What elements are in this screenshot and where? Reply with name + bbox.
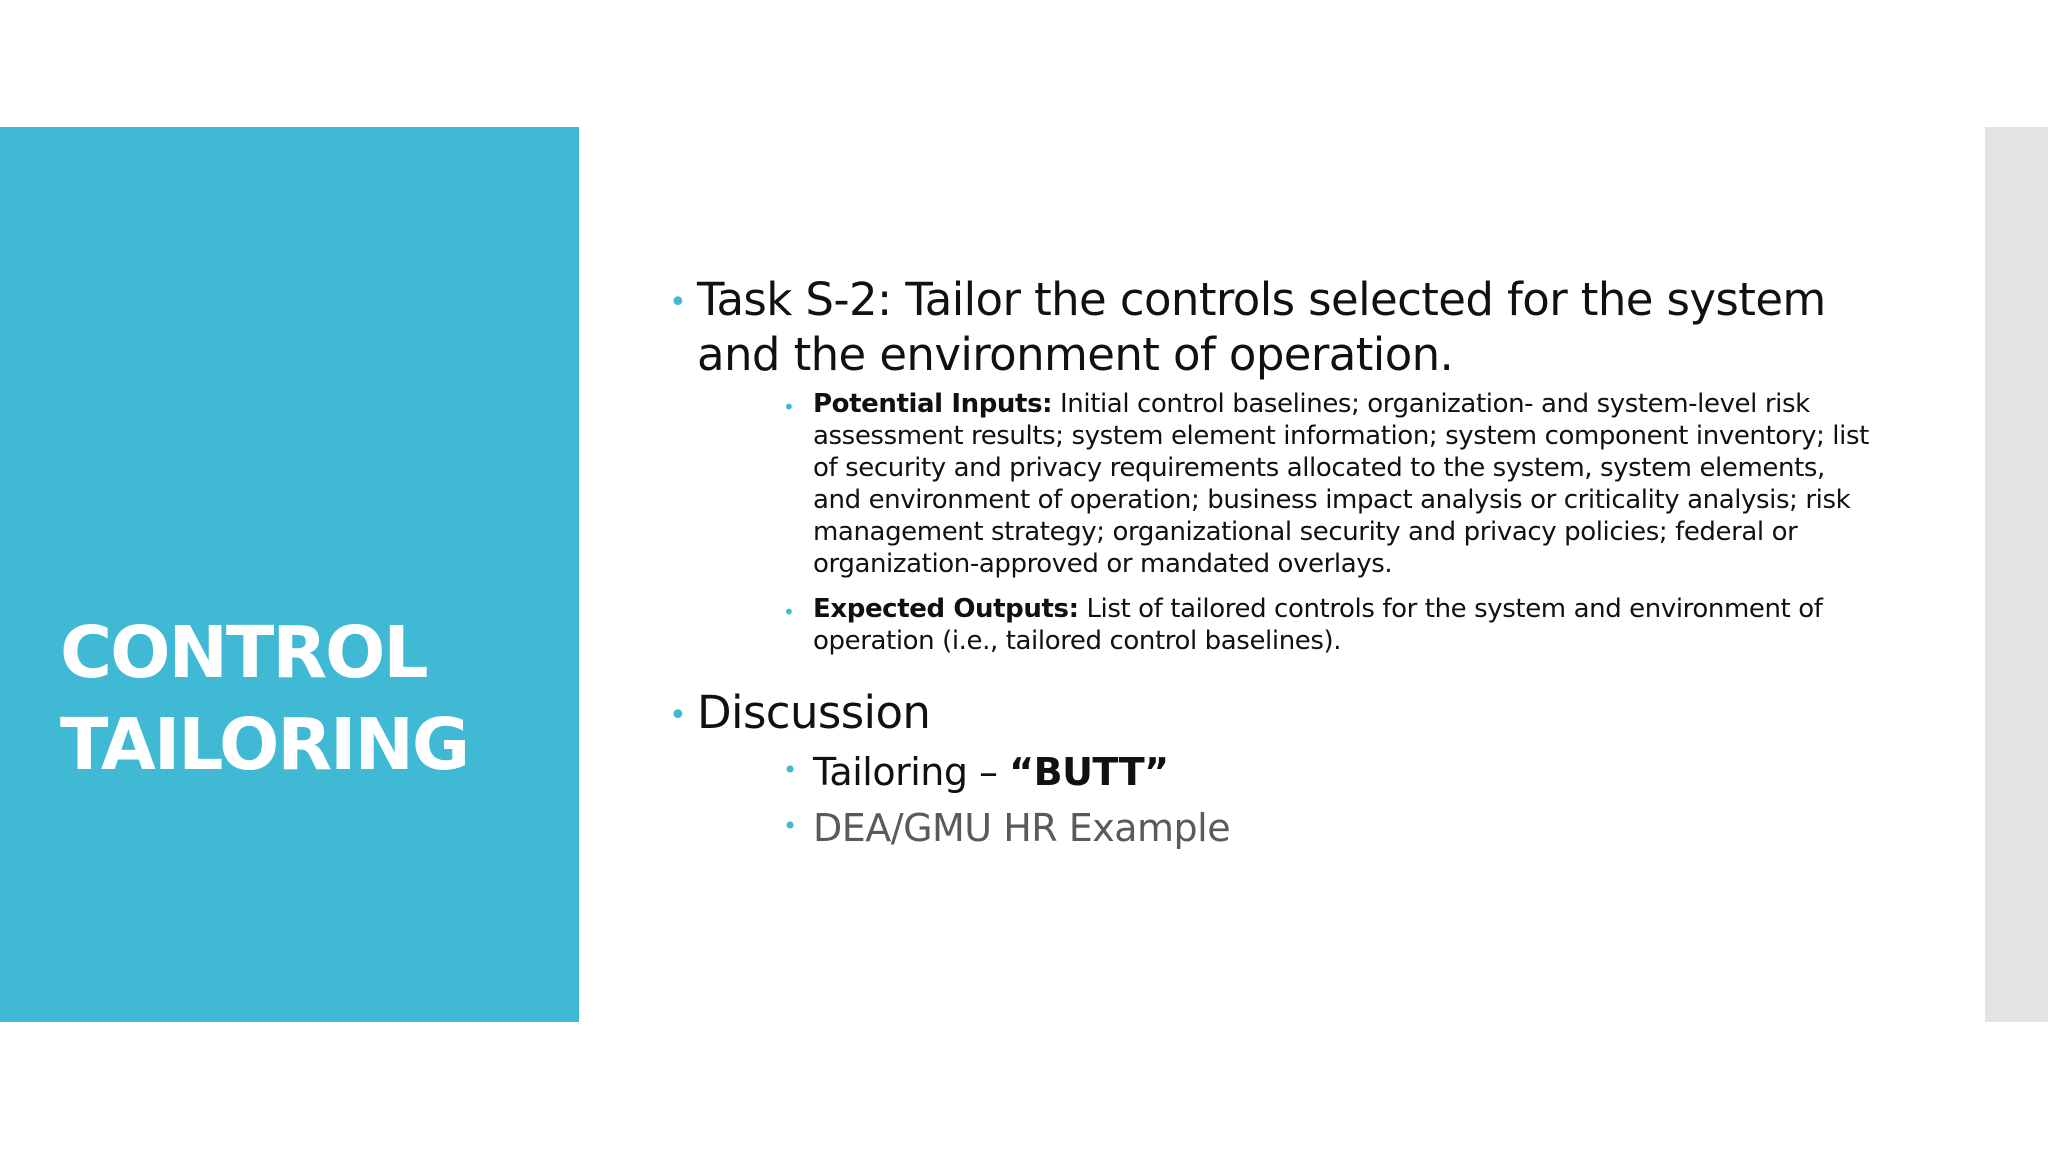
slide-content: [665, 272, 1880, 854]
slide-title-line-1: CONTROL: [60, 611, 427, 694]
discussion-text: Discussion: [697, 686, 931, 739]
title-panel: [0, 127, 579, 1022]
sub-bullet-potential-inputs: [781, 388, 1880, 580]
bullet-icon: •: [783, 600, 795, 624]
potential-inputs-text: Initial control baselines; organization- and system-level risk assessment results; system element information; system component inventory; list of security and privacy requirements allocated to the system, system elements, and environment of operation; business impact analysis or criticality analysis; risk management strategy; organizational security and privacy policies; federal or organization-approved or mandated overlays.: [813, 389, 1869, 579]
bullet-icon: •: [783, 395, 795, 419]
tailoring-emphasis: “BUTT”: [1009, 750, 1169, 794]
discussion-sub-list: [697, 746, 1880, 854]
bullet-discussion: [665, 685, 1880, 854]
bullet-task-s2: [665, 272, 1880, 657]
bullet-icon: •: [669, 698, 687, 733]
sub-bullet-expected-outputs: [781, 593, 1880, 657]
slide-title-line-2: TAILORING: [60, 703, 469, 786]
bullet-icon: •: [783, 812, 797, 840]
sub-bullet-example: [781, 802, 1880, 854]
example-text: DEA/GMU HR Example: [813, 806, 1231, 850]
tailoring-prefix: Tailoring –: [813, 750, 1010, 794]
slide-title: [60, 607, 560, 791]
expected-outputs-label: Expected Outputs:: [813, 594, 1079, 624]
bullet-list: [665, 272, 1880, 854]
potential-inputs-label: Potential Inputs:: [813, 389, 1053, 419]
bullet-icon: •: [669, 285, 687, 320]
sub-bullet-tailoring: [781, 746, 1880, 798]
bullet-icon: •: [783, 756, 797, 784]
task-sub-list: [697, 388, 1880, 657]
task-s2-text: Task S-2: Tailor the controls selected for the system and the environment of operation.: [697, 273, 1826, 381]
expected-outputs-text: List of tailored controls for the system and environment of operation (i.e., tailored control baselines).: [813, 594, 1823, 656]
right-edge-strip: [1985, 127, 2048, 1022]
